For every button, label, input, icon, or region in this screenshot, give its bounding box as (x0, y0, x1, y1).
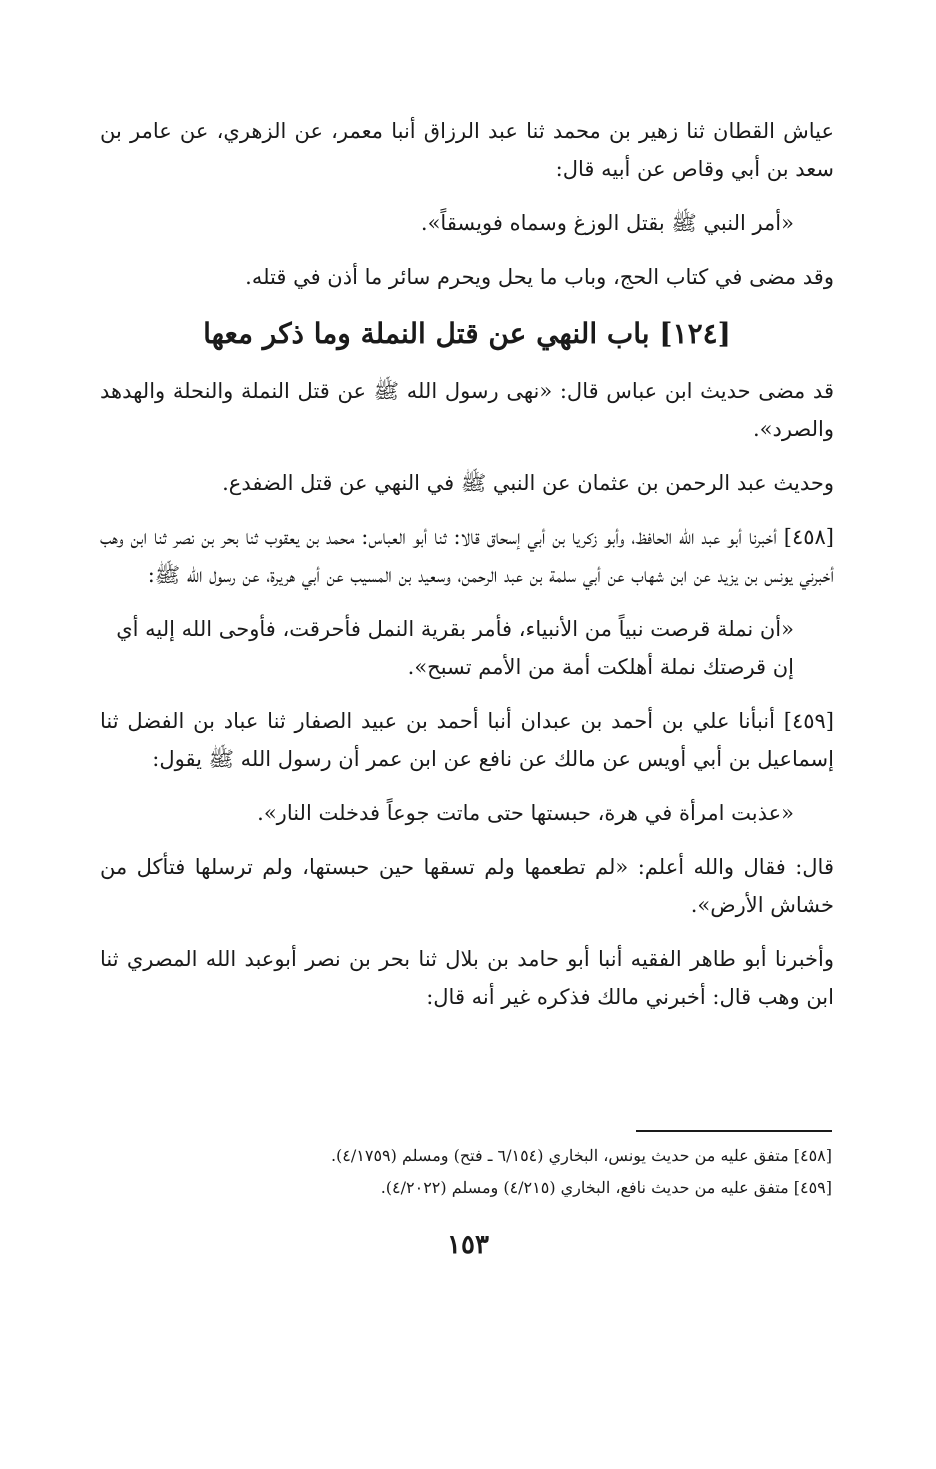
chapter-title: [١٢٤] باب النهي عن قتل النملة وما ذكر معها (203, 317, 731, 350)
hadith-459-text: «عذبت امرأة في هرة، حبستها حتى ماتت جوعاً فدخلت النار». (257, 801, 794, 825)
hadith-quote-gecko: «أمر النبي ﷺ بقتل الوزغ وسماه فويسقاً». (420, 211, 794, 235)
paragraph-alternate-isnad: وأخبرنا أبو طاهر الفقيه أنبا أبو حامد بن بلال ثنا بحر بن نصر أبوعبد الله المصري ثنا ابن وهب قال: أخبرني مالك فذكره غير أنه قال: (100, 947, 834, 1009)
paragraph-isnad-intro: عياش القطان ثنا زهير بن محمد ثنا عبد الرزاق أنبا معمر، عن الزهري، عن عامر بن سعد بن أبي وقاص عن أبيه قال: (100, 119, 834, 181)
paragraph-cross-reference: وقد مضى في كتاب الحج، وباب ما يحل ويحرم سائر ما أذن في قتله. (245, 265, 834, 289)
footnote-458: [٤٥٨] متفق عليه من حديث يونس، البخاري (٦/١٥٤ ـ فتح) ومسلم (٤/١٧٥٩). (330, 1146, 832, 1165)
paragraph-frog: وحديث عبد الرحمن بن عثمان عن النبي ﷺ في النهي عن قتل الضفدع. (222, 471, 834, 495)
page-body (100, 112, 834, 1032)
paragraph-ibn-abbas: قد مضى حديث ابن عباس قال: «نهى رسول الله ﷺ عن قتل النملة والنحلة والهدهد والصرد». (100, 379, 834, 441)
footnotes (160, 1140, 832, 1204)
footnote-459: [٤٥٩] متفق عليه من حديث نافع، البخاري (٤/٢١٥) ومسلم (٤/٢٠٢٢). (380, 1178, 832, 1197)
footnote-separator (636, 1130, 832, 1132)
paragraph-commentary: قال: فقال والله أعلم: «لم تطعمها ولم تسقها حين حبستها، ولم ترسلها فتأكل من خشاش الأرض». (100, 855, 834, 917)
hadith-458-isnad: [٤٥٨] أخبرنا أبو عبد الله الحافظ، وأبو زكريا بن أبي إسحاق قالا: ثنا أبو العباس: محمد بن يعقوب ثنا بحر بن نصر ثنا ابن وهب أخبرني يونس بن يزيد عن ابن شهاب عن أبي سلمة بن عبد الرحمن، وسعيد بن المسيب عن أبي هريرة، عن رسول الله ﷺ: (100, 525, 834, 587)
hadith-459-isnad: [٤٥٩] أنبأنا علي بن أحمد بن عبدان أنبا أحمد بن عبيد الصفار ثنا عباد بن الفضل ثنا إسماعيل بن أبي أويس عن مالك عن نافع عن ابن عمر أن رسول الله ﷺ يقول: (100, 709, 834, 771)
hadith-458-text: «أن نملة قرصت نبياً من الأنبياء، فأمر بقرية النمل فأحرقت، فأوحى الله إليه أي إن قرصتك نملة أهلكت أمة من الأمم تسبح». (116, 617, 794, 679)
page-number: ١٥٣ (447, 1230, 489, 1260)
